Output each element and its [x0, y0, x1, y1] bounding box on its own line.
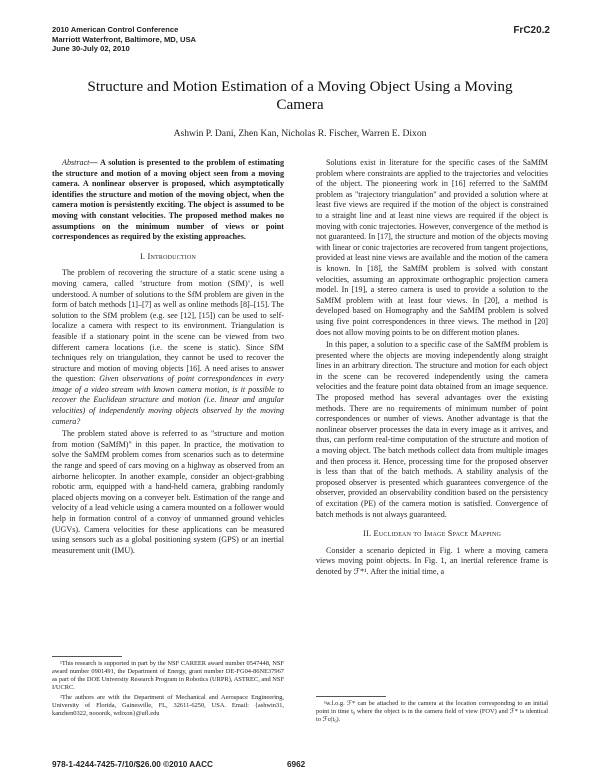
session-code: FrC20.2 — [513, 25, 550, 36]
page-number: 6962 — [287, 760, 306, 769]
section-number: II. — [362, 529, 372, 539]
left-column — [52, 158, 284, 558]
intro-paragraph-1 — [52, 268, 284, 427]
intro-question: Given observations of point correspondences in every image of a video stream with known camera motion, is it possible to recover the Euclidean structure and motion (i.e. linear and angular velocities) of independently moving objects observed by the moving camera? — [52, 374, 284, 426]
abstract — [52, 158, 284, 243]
section-title: Introduction — [147, 251, 197, 261]
section-number: I. — [139, 251, 146, 261]
isbn-copyright: 978-1-4244-7425-7/10/$26.00 ©2010 AACC — [52, 760, 213, 769]
title-line-2: Camera — [276, 96, 324, 113]
abstract-text: — A solution is presented to the problem of estimating the structure and motion of a moving object seen from a moving camera. A nonlinear observer is proposed, which asymptotically identifies the structure and motion of the moving object, when the camera motion is persistently exciting. The object is assumed to be moving with constant velocities. The proposed method makes no assumptions on the minimum number of views or point correspondences as required by the existing approaches. — [52, 158, 284, 242]
title-line-1: Structure and Motion Estimation of a Moving Object Using a Moving — [87, 78, 513, 95]
footnote-funding: ¹This research is supported in part by the NSF CAREER award number 0547448, NSF award number 0901491, the Department of Energy, grant number DE-FG04-86NE37967 as part of the DOE University Research Program in Robotics (URPR), ASTREC, and NSF I/UCRC. — [52, 660, 284, 691]
related-work-paragraph: Solutions exist in literature for the specific cases of the SaMfM problem where constraints are applied to the trajectories and velocities of the object. The pioneering work in [16] referred to the SaMfM problem as "trajectory triangulation" and provided a solution where at least five views are required if the motion of the object is constrained to a straight line and at least nine views are required if the object is moving with conic trajectories. However, convergence of the method is not guaranteed. In [17], the structure and motion of the objects moving with linear or conic trajectories are recovered from tangent projections, provided at least nine views are available and the motion of the camera is known. In [18], the SaMfM problem is solved with constant velocities, assuming an approximate orthographic projection camera model. In [19], a stereo camera is used to provide a solution to the SaMfM problem with at least four views. In [20], a method is developed based on Homography and the SaMfM problem is solved using five point correspondences in three views. The method in [20] does not allow moving points to be on different motion planes. — [316, 158, 548, 337]
conference-venue: Marriott Waterfront, Baltimore, MD, USA — [52, 34, 197, 44]
footnotes-left — [52, 656, 284, 720]
footnote-frame: ¹w.l.o.g. ℱ* can be attached to the camera at the location corresponding to an initial point in time t₀ where the object is in the camera field of view (FOV) and ℱ* is identical to ℱc(t₀). — [316, 700, 548, 723]
section-title: Euclidean to Image Space Mapping — [373, 529, 502, 539]
footnotes-right — [316, 696, 548, 726]
right-column — [316, 158, 548, 580]
footnote-rule — [316, 696, 386, 697]
author-list: Ashwin P. Dani, Zhen Kan, Nicholas R. Fischer, Warren E. Dixon — [173, 128, 427, 139]
footnote-affiliation: ²The authors are with the Department of Mechanical and Aerospace Engineering, University of Florida, Gainesville, FL, 32611-6250, USA. Email: {ashwin31, kanzhen0322, nooonik, wdixon}@ufl.edu — [52, 694, 284, 717]
conference-header — [52, 25, 312, 54]
intro-paragraph-2: The problem stated above is referred to as "structure and motion from motion (SaMfM)" in this paper. In practice, the motivation to solve the SaMfM problem comes from scenarios such as to determine the range and speed of cars moving on a highway as observed from an airborne helicopter. In another example, consider an object-grabbing robotic arm, equipped with a hand-held camera, grabbing randomly placed objects moving on a conveyer belt. Estimation of the range and velocity of a lead vehicle using a camera mounted on a follower would help in formation control of a convoy of unmanned ground vehicles (UGVs). Camera velocities for these applications can be measured using sensors such as a global positioning system (GPS) or an inertial measurement unit (IMU). — [52, 429, 284, 555]
abstract-label: Abstract — [62, 158, 90, 167]
paper-title — [60, 78, 540, 114]
section-heading-mapping — [316, 529, 548, 540]
contribution-paragraph: In this paper, a solution to a specific case of the SaMfM problem is presented where the objects are moving independently along straight lines in an arbitrary direction. The structure and motion for each object in the scene can be recovered independently using the camera velocities and the feature point data obtained from an image sequence. The proposed method has several advantages over the existing methods. There are no requirements of minimum number of point correspondences or number of views. Another advantage is that the nonlinear observer processes the data in every image as it arrives, and thus, can perform real-time computation of the structure and motion of a moving object. The batch methods collect data from multiple images and then process it. Hence, processing time for the proposed observer is less than that of the batch methods. A stability analysis of the proposed observer is presented which guarantees convergence of the observer, provided an observability condition based on the persistency of excitation (PE) of the camera motion is satisfied. Convergence of batch methods is not always guaranteed. — [316, 340, 548, 519]
intro-text: The problem of recovering the structure of a static scene using a moving camera, called ‘structure from motion (SfM)’, is well understood. A number of solutions to the SfM problem are given in the form of batch methods [1]–[7] as well as online methods [8]–[15]. The solution to the SfM problem (e.g. see [12], [15]) can be used to self-localize a camera with respect to its environment. Triangulation is feasible if a stationary point in the scene can be viewed from two different camera locations (i.e. the scene is static). Since SfM techniques rely on triangulation, they cannot be used to recover the structure and motion of moving objects [16]. A need arises to answer the question: — [52, 268, 284, 384]
scenario-paragraph: Consider a scenario depicted in Fig. 1 where a moving camera views moving point objects. In Fig. 1, an inertial reference frame is denoted by ℱ*¹. After the initial time, a — [316, 545, 548, 576]
conference-dates: June 30-July 02, 2010 — [52, 44, 130, 54]
conference-name: 2010 American Control Conference — [52, 25, 179, 34]
footnote-rule — [52, 656, 122, 657]
section-heading-introduction — [52, 252, 284, 263]
